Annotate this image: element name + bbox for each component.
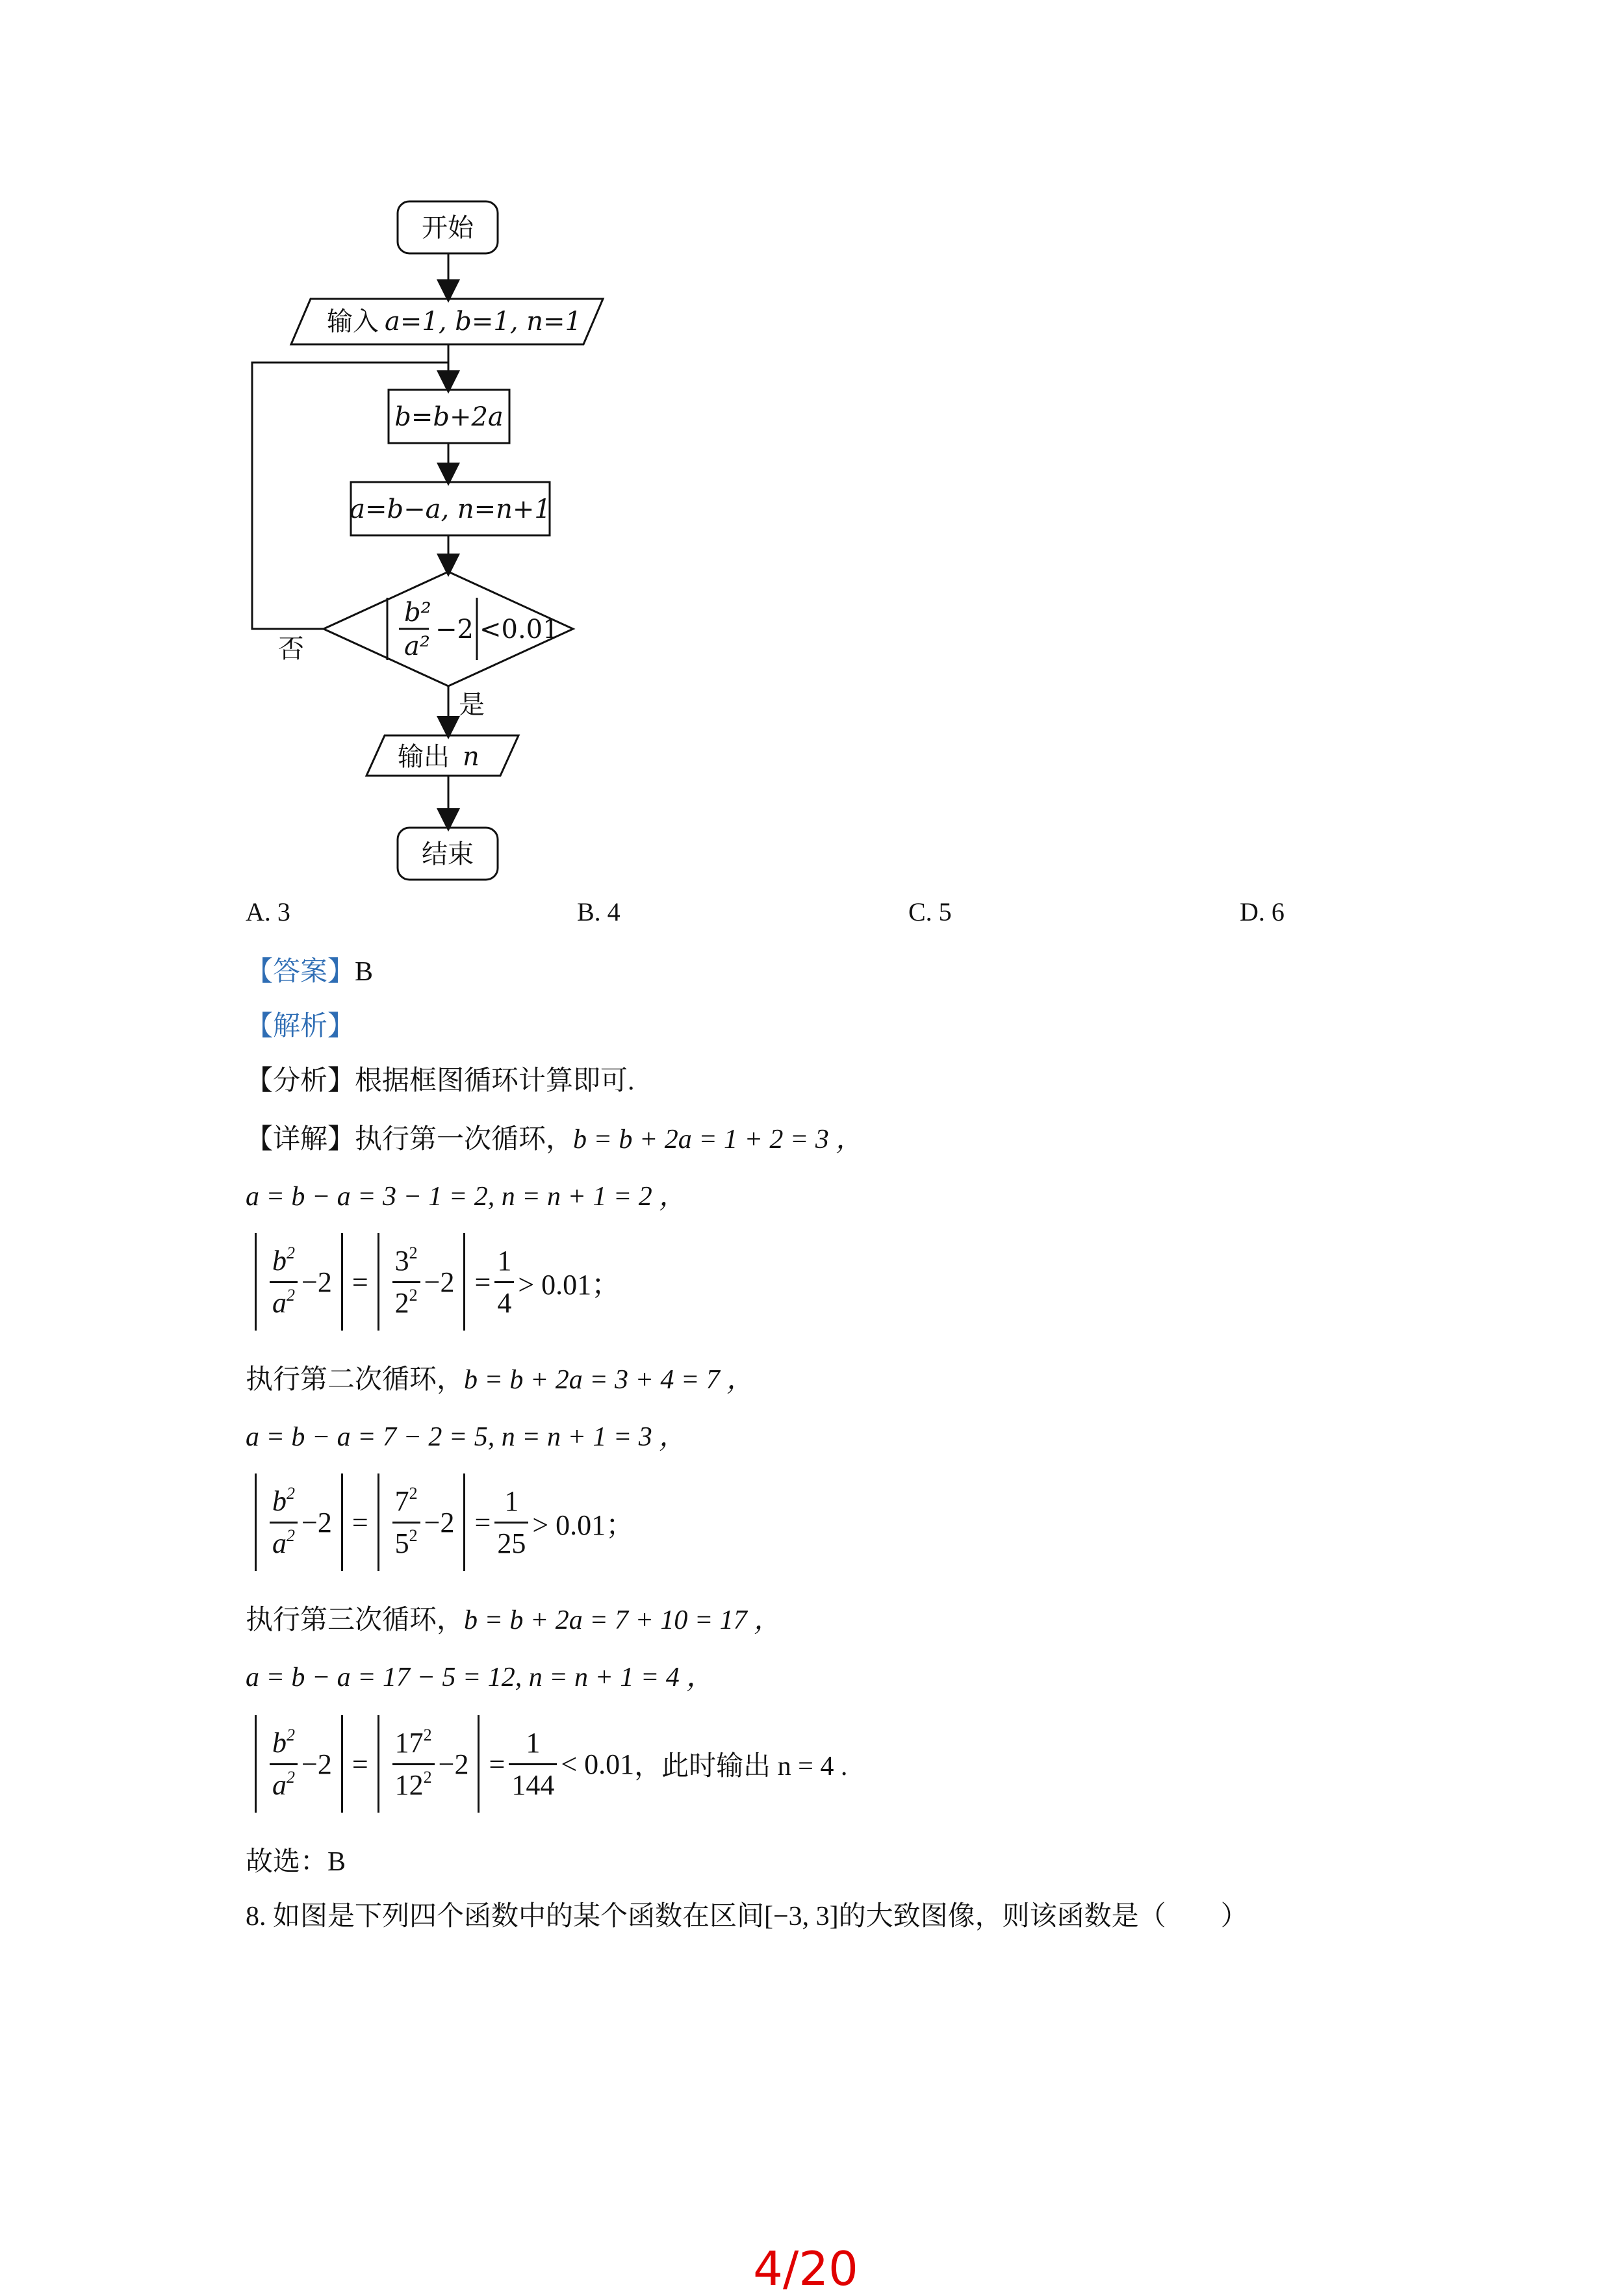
option-d: D. 6 — [1240, 897, 1285, 926]
analysis-label: 【解析】 — [246, 1012, 355, 1041]
loop2-eq2-line — [246, 1415, 686, 1454]
abs-bar — [255, 1233, 257, 1331]
loop2-eq: b = b + 2a = 3 + 4 = 7 ， — [464, 1365, 754, 1395]
fenxi-text: 根据框图循环计算即可. — [355, 1066, 635, 1096]
loop3-line — [246, 1598, 781, 1637]
option-c: C. 5 — [908, 897, 952, 926]
input-body: a=1, b=1, n=1 — [385, 307, 582, 337]
loop2-cmp: > 0.01； — [532, 1509, 635, 1541]
fenxi-label: 【分析】 — [246, 1066, 355, 1096]
loop2-text: 执行第二次循环， — [246, 1365, 465, 1395]
input-prefix: 输入 — [327, 307, 379, 337]
loop2-line — [246, 1358, 754, 1397]
cond-minus: −2 — [435, 615, 474, 644]
loop3-eq2: a = b − a = 17 − 5 = 12, n = n + 1 = 4 ， — [246, 1663, 714, 1692]
loop1-formula: $\frac{b^2}{a^2}$ −2 = $\frac{3^2}{2^2}$ −2 = $\frac{1}{4}$ > 0.01； — [246, 1233, 620, 1331]
loop2-frac: $\frac{7^2}{5^2}$ — [392, 1481, 420, 1564]
abs-bar — [341, 1233, 343, 1331]
loop3-formula: $\frac{b^2}{a^2}$ −2 = $\frac{17^2}{12^2}$ −2 = $\frac{1}{144}$ < 0.01 ，此时输出 n = 4 . — [246, 1715, 847, 1813]
output-prefix: 输出 — [398, 742, 450, 772]
detail-loop1-line — [246, 1117, 863, 1156]
loop2-eq2: a = b − a = 7 − 2 = 5, n = n + 1 = 3 ， — [246, 1422, 687, 1452]
loop1-eq2-line — [246, 1175, 686, 1214]
abs-bar — [255, 1715, 257, 1813]
start-label: 开始 — [422, 213, 474, 243]
loop3-tail: ，此时输出 n = 4 . — [634, 1752, 848, 1781]
fenxi-line — [246, 1059, 635, 1098]
question-8: 8. 如图是下列四个函数中的某个函数在区间[−3, 3]的大致图像，则该函数是（ ） — [246, 1902, 1248, 1932]
loop1-eq: b = b + 2a = 1 + 2 = 3 ， — [573, 1125, 864, 1154]
abs-bar — [478, 1715, 480, 1813]
yes-label: 是 — [459, 690, 485, 720]
loop2-formula: $\frac{b^2}{a^2}$ −2 = $\frac{7^2}{5^2}$ −2 = $\frac{1}{25}$ > 0.01； — [246, 1473, 634, 1571]
abs-bar — [377, 1715, 379, 1813]
loop1-text: 执行第一次循环， — [355, 1125, 574, 1154]
frac-b2-a2: $\frac{b^2}{a^2}$ — [270, 1241, 298, 1323]
loop3-cmp: < 0.01 — [561, 1748, 635, 1780]
abs-bar — [377, 1233, 379, 1331]
cond-num: b² — [404, 598, 431, 628]
conclusion: 故选：B — [246, 1847, 346, 1877]
abs-bar — [341, 1473, 343, 1571]
cond-den: a² — [404, 631, 430, 661]
end-label: 结束 — [422, 839, 474, 869]
cond-tail: <0.01 — [480, 615, 559, 644]
analysis-line — [246, 1004, 355, 1043]
step2-label: a=b−a, n=n+1 — [350, 494, 551, 524]
loop3-result: $\frac{1}{144}$ — [509, 1723, 557, 1805]
abs-bar — [463, 1233, 465, 1331]
loop3-eq2-line — [246, 1655, 713, 1694]
abs-bar — [341, 1715, 343, 1813]
option-a: A. 3 — [246, 897, 290, 926]
loop1-cmp: > 0.01； — [518, 1269, 620, 1301]
loop3-eq: b = b + 2a = 7 + 10 = 17 ， — [464, 1605, 782, 1635]
page-number: 4/20 — [753, 2241, 858, 2296]
loop1-result: $\frac{1}{4}$ — [494, 1241, 514, 1323]
abs-bar — [377, 1473, 379, 1571]
no-label: 否 — [278, 634, 304, 664]
detail-label: 【详解】 — [246, 1125, 355, 1154]
answer-label: 【答案】 — [246, 957, 355, 987]
answer-line — [246, 950, 373, 989]
option-b: B. 4 — [577, 897, 620, 926]
abs-bar — [255, 1473, 257, 1571]
loop2-result: $\frac{1}{25}$ — [494, 1481, 528, 1564]
output-var: n — [463, 742, 480, 772]
flowchart — [0, 0, 1612, 897]
step1-label: b=b+2a — [394, 402, 504, 432]
loop3-text: 执行第三次循环， — [246, 1605, 465, 1635]
answer-value: B — [355, 957, 374, 987]
loop1-eq2: a = b − a = 3 − 1 = 2, n = n + 1 = 2 ， — [246, 1182, 687, 1212]
abs-bar — [463, 1473, 465, 1571]
loop1-frac: $\frac{3^2}{2^2}$ — [392, 1241, 420, 1323]
loop3-frac: $\frac{17^2}{12^2}$ — [392, 1723, 435, 1805]
